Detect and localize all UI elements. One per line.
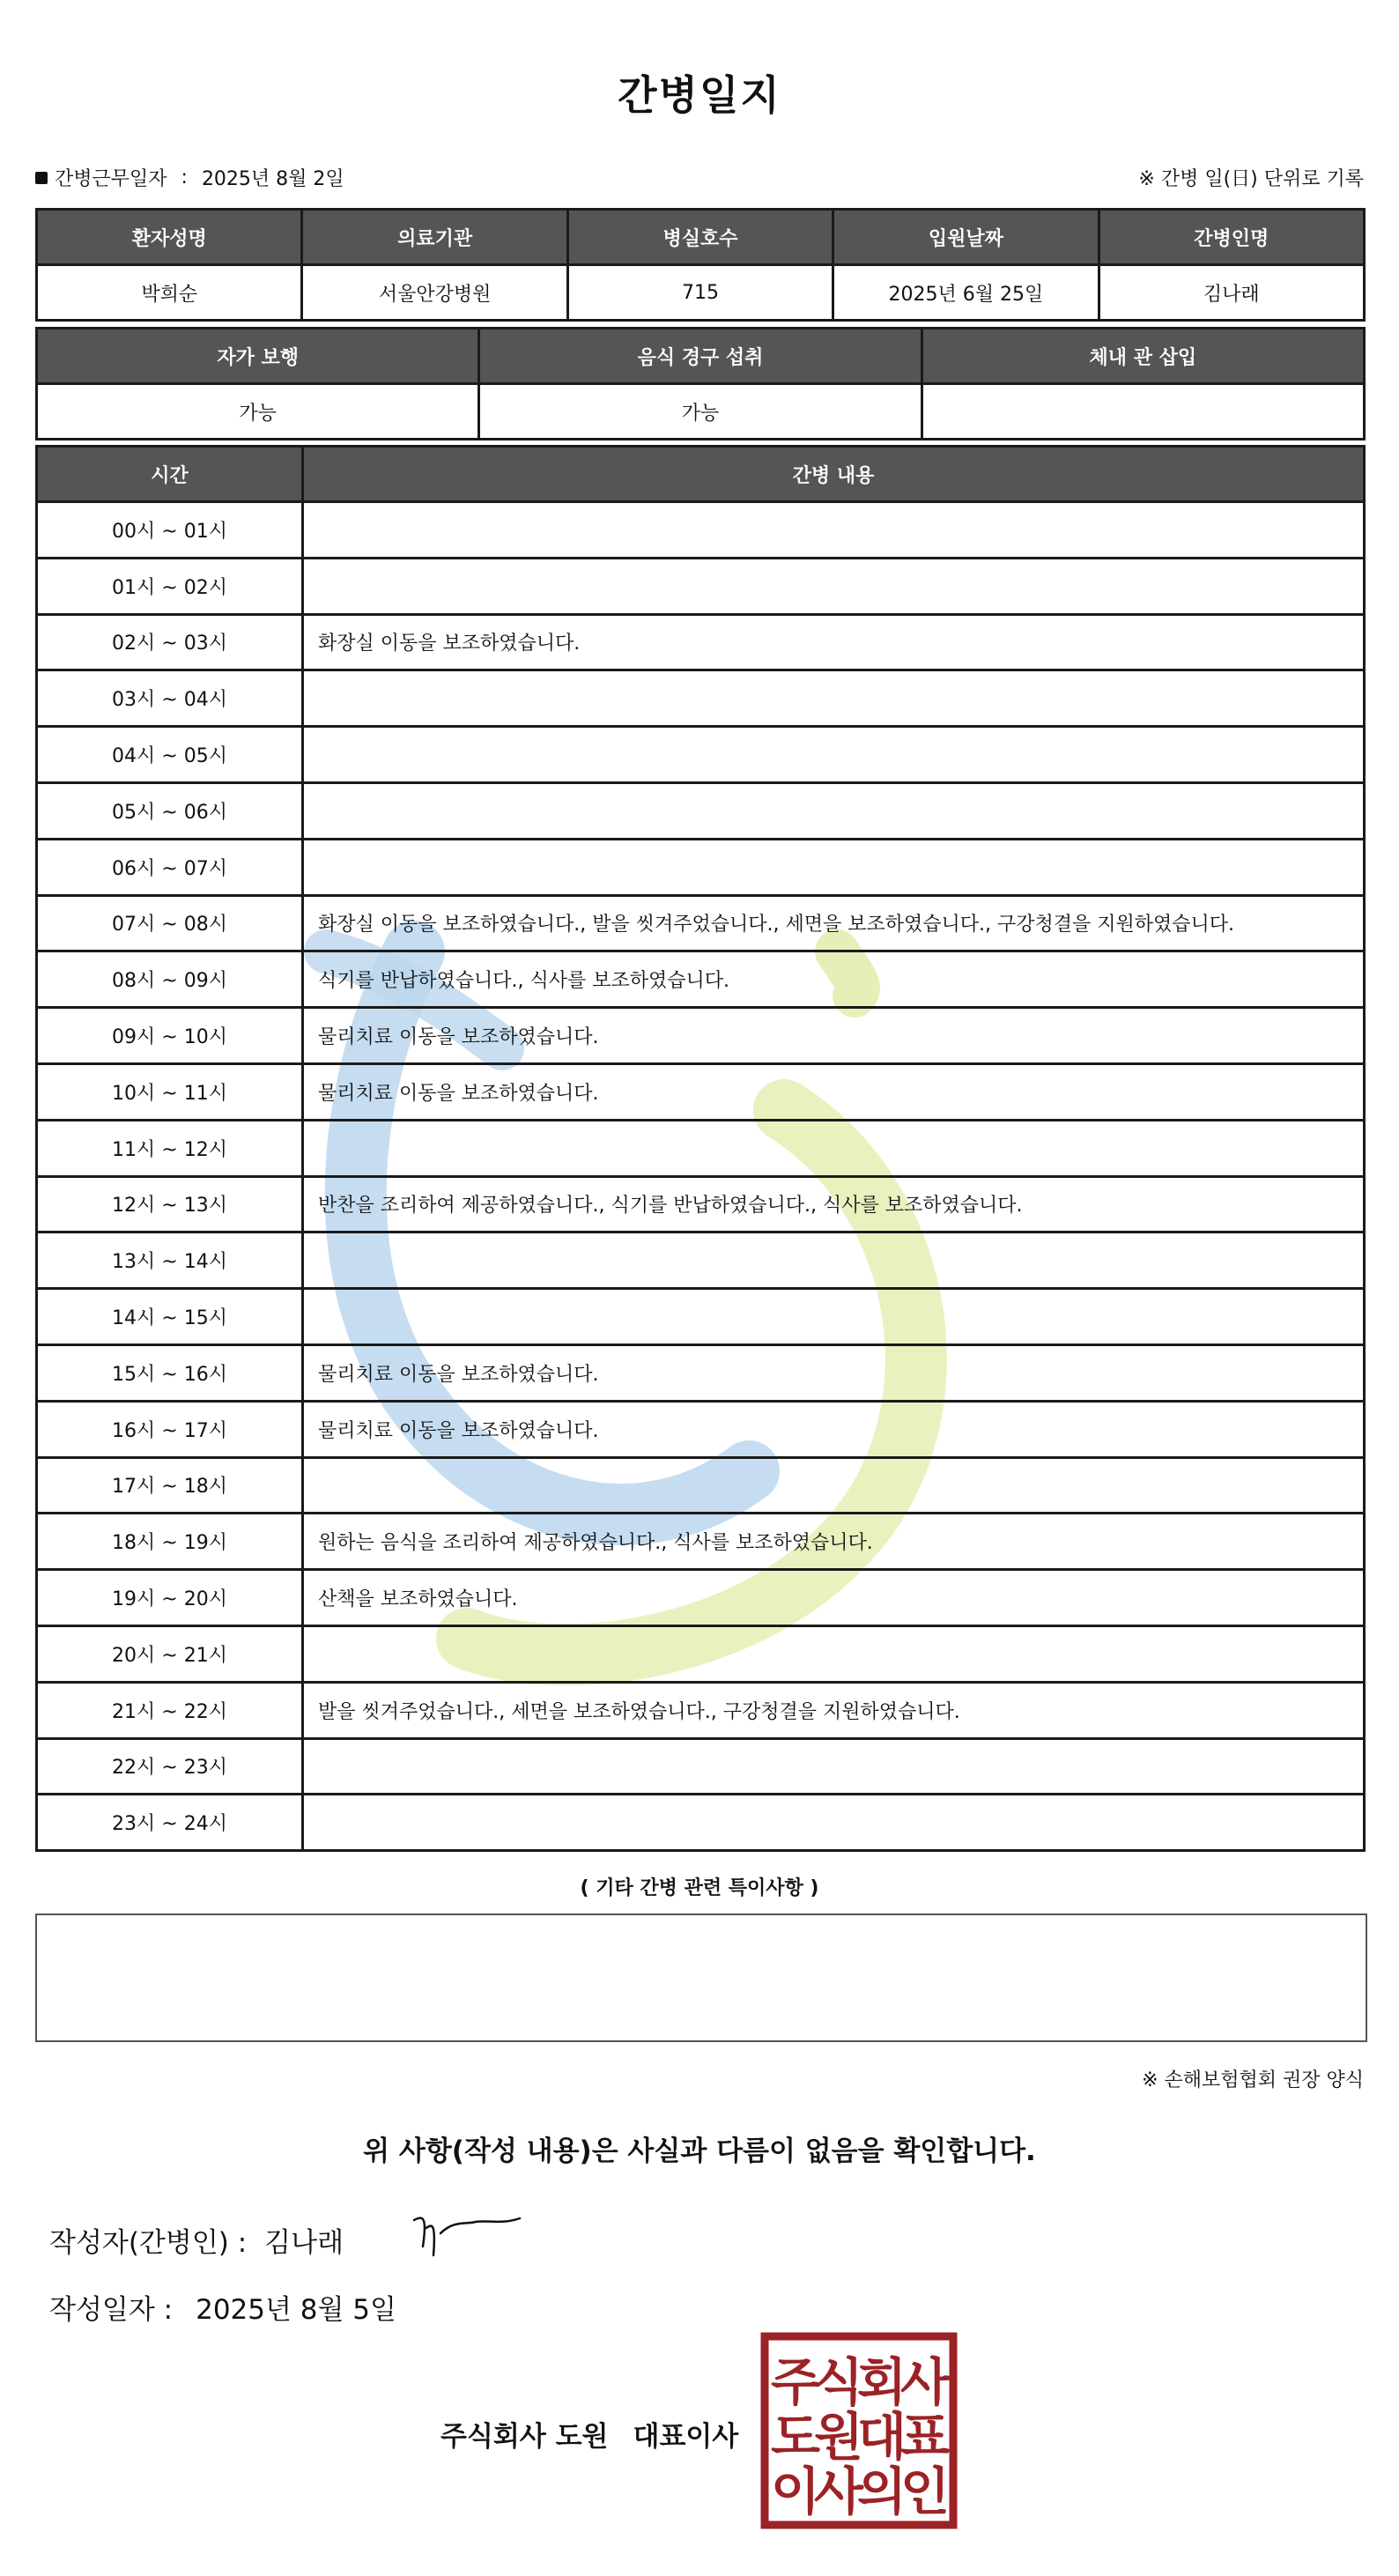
company-seal-stamp	[759, 2331, 959, 2530]
svg-text:이: 이	[770, 2461, 821, 2521]
log-time: 19시 ~ 20시	[37, 1570, 303, 1626]
table-row	[37, 1738, 1365, 1795]
confirmation-text: 위 사항(작성 내용)은 사실과 다름이 없음을 확인합니다.	[363, 2136, 1036, 2167]
log-time: 23시 ~ 24시	[37, 1795, 303, 1851]
log-note	[303, 1625, 1365, 1682]
svg-text:식: 식	[813, 2352, 864, 2412]
ability-table	[35, 327, 1366, 440]
log-time: 11시 ~ 12시	[37, 1120, 303, 1176]
log-note	[303, 839, 1365, 895]
log-note	[303, 1795, 1365, 1851]
log-note: 발을 씻겨주었습니다., 세면을 보조하였습니다., 구강청결을 지원하였습니다.	[303, 1682, 1365, 1738]
writer-label: 작성자(간병인) :	[49, 2227, 248, 2259]
written-date-value: 2025년 8월 5일	[196, 2294, 396, 2326]
log-time: 22시 ~ 23시	[37, 1738, 303, 1795]
table-row	[37, 502, 1365, 559]
log-time: 05시 ~ 06시	[37, 782, 303, 839]
log-time: 01시 ~ 02시	[37, 558, 303, 614]
caregiver-name: 김나래	[1099, 265, 1364, 321]
company-line	[440, 2414, 738, 2454]
header-care-content: 간병 내용	[303, 447, 1365, 502]
header-room: 병실호수	[567, 210, 833, 265]
log-note	[303, 558, 1365, 614]
log-note	[303, 782, 1365, 839]
written-date-line	[49, 2287, 396, 2327]
log-note: 물리치료 이동을 보조하였습니다.	[303, 1063, 1365, 1120]
table-row	[37, 558, 1365, 614]
table-row	[37, 727, 1365, 783]
hospital-name: 서울안강병원	[302, 265, 567, 321]
log-note: 화장실 이동을 보조하였습니다.	[303, 614, 1365, 670]
log-note	[303, 1232, 1365, 1289]
svg-text:인: 인	[899, 2461, 951, 2521]
signature	[405, 2202, 529, 2264]
log-note	[303, 1457, 1365, 1514]
table-row	[37, 839, 1365, 895]
log-time: 08시 ~ 09시	[37, 951, 303, 1008]
log-note	[303, 1289, 1365, 1345]
svg-text:원: 원	[813, 2407, 864, 2467]
footnote: ※ 손해보험협회 권장 양식	[1142, 2069, 1364, 2091]
log-note	[303, 1120, 1365, 1176]
table-row	[37, 1401, 1365, 1457]
svg-text:회: 회	[856, 2352, 907, 2412]
table-row	[37, 951, 1365, 1008]
tube-insertion-value	[922, 384, 1364, 440]
log-time: 13시 ~ 14시	[37, 1232, 303, 1289]
table-row	[37, 1682, 1365, 1738]
table-row	[37, 1514, 1365, 1570]
writer-line	[49, 2220, 344, 2260]
table-row	[37, 1570, 1365, 1626]
remarks-title: ( 기타 간병 관련 특이사항 )	[580, 1877, 819, 1899]
header-self-walking: 자가 보행	[37, 329, 479, 384]
log-note: 산책을 보조하였습니다.	[303, 1570, 1365, 1626]
header-time: 시간	[37, 447, 303, 502]
log-time: 20시 ~ 21시	[37, 1625, 303, 1682]
log-note: 반찬을 조리하여 제공하였습니다., 식기를 반납하였습니다., 식사를 보조하였습니다.	[303, 1176, 1365, 1232]
table-row	[37, 1289, 1365, 1345]
header-patient-name: 환자성명	[37, 210, 302, 265]
log-note	[303, 502, 1365, 559]
svg-text:대: 대	[856, 2407, 907, 2467]
svg-text:사: 사	[899, 2352, 951, 2412]
svg-text:의: 의	[856, 2461, 907, 2521]
table-row	[37, 670, 1365, 727]
log-time: 12시 ~ 13시	[37, 1176, 303, 1232]
admission-date: 2025년 6월 25일	[833, 265, 1099, 321]
care-log-table	[35, 445, 1366, 1852]
work-date	[35, 164, 344, 191]
log-time: 18시 ~ 19시	[37, 1514, 303, 1570]
log-time: 00시 ~ 01시	[37, 502, 303, 559]
work-date-value: 2025년 8월 2일	[201, 168, 344, 190]
log-note: 식기를 반납하였습니다., 식사를 보조하였습니다.	[303, 951, 1365, 1008]
header-tube-insertion: 체내 관 삽입	[922, 329, 1364, 384]
log-time: 02시 ~ 03시	[37, 614, 303, 670]
remarks-box	[35, 1913, 1367, 2042]
table-row	[37, 1008, 1365, 1064]
log-note: 물리치료 이동을 보조하였습니다.	[303, 1008, 1365, 1064]
bullet-square-icon	[35, 172, 48, 184]
log-note: 원하는 음식을 조리하여 제공하였습니다., 식사를 보조하였습니다.	[303, 1514, 1365, 1570]
log-time: 21시 ~ 22시	[37, 1682, 303, 1738]
svg-text:주: 주	[770, 2352, 821, 2412]
log-time: 14시 ~ 15시	[37, 1289, 303, 1345]
room-number: 715	[567, 265, 833, 321]
table-row	[37, 1063, 1365, 1120]
table-row	[37, 1232, 1365, 1289]
log-note	[303, 670, 1365, 727]
log-note: 물리치료 이동을 보조하였습니다.	[303, 1401, 1365, 1457]
work-date-sep: :	[181, 167, 188, 189]
work-date-label: 간병근무일자	[55, 168, 167, 190]
svg-text:도: 도	[770, 2407, 821, 2467]
log-note	[303, 727, 1365, 783]
log-time: 03시 ~ 04시	[37, 670, 303, 727]
log-time: 16시 ~ 17시	[37, 1401, 303, 1457]
log-note: 물리치료 이동을 보조하였습니다.	[303, 1344, 1365, 1401]
written-date-label: 작성일자 :	[49, 2294, 174, 2326]
header-admission-date: 입원날짜	[833, 210, 1099, 265]
table-row	[37, 1457, 1365, 1514]
company-title: 대표이사	[633, 2421, 739, 2453]
log-time: 04시 ~ 05시	[37, 727, 303, 783]
table-row	[37, 895, 1365, 951]
log-time: 06시 ~ 07시	[37, 839, 303, 895]
patient-info-table	[35, 208, 1366, 322]
svg-text:사: 사	[813, 2461, 864, 2521]
svg-text:표: 표	[899, 2407, 951, 2467]
table-row	[37, 1176, 1365, 1232]
table-row	[37, 1120, 1365, 1176]
log-time: 09시 ~ 10시	[37, 1008, 303, 1064]
log-time: 17시 ~ 18시	[37, 1457, 303, 1514]
oral-intake-value: 가능	[479, 384, 922, 440]
table-row	[37, 1344, 1365, 1401]
table-row	[37, 1625, 1365, 1682]
table-row	[37, 782, 1365, 839]
patient-name: 박희순	[37, 265, 302, 321]
unit-note: ※ 간병 일(日) 단위로 기록	[1138, 168, 1364, 190]
company-name: 주식회사 도원	[440, 2421, 609, 2453]
log-time: 10시 ~ 11시	[37, 1063, 303, 1120]
self-walking-value: 가능	[37, 384, 479, 440]
header-caregiver-name: 간병인명	[1099, 210, 1364, 265]
table-row	[37, 1795, 1365, 1851]
log-note: 화장실 이동을 보조하였습니다., 발을 씻겨주었습니다., 세면을 보조하였습니다., 구강청결을 지원하였습니다.	[303, 895, 1365, 951]
log-note	[303, 1738, 1365, 1795]
log-time: 07시 ~ 08시	[37, 895, 303, 951]
header-hospital: 의료기관	[302, 210, 567, 265]
table-row	[37, 614, 1365, 670]
writer-name: 김나래	[264, 2227, 344, 2259]
header-oral-intake: 음식 경구 섭취	[479, 329, 922, 384]
document-title: 간병일지	[618, 71, 781, 119]
log-time: 15시 ~ 16시	[37, 1344, 303, 1401]
